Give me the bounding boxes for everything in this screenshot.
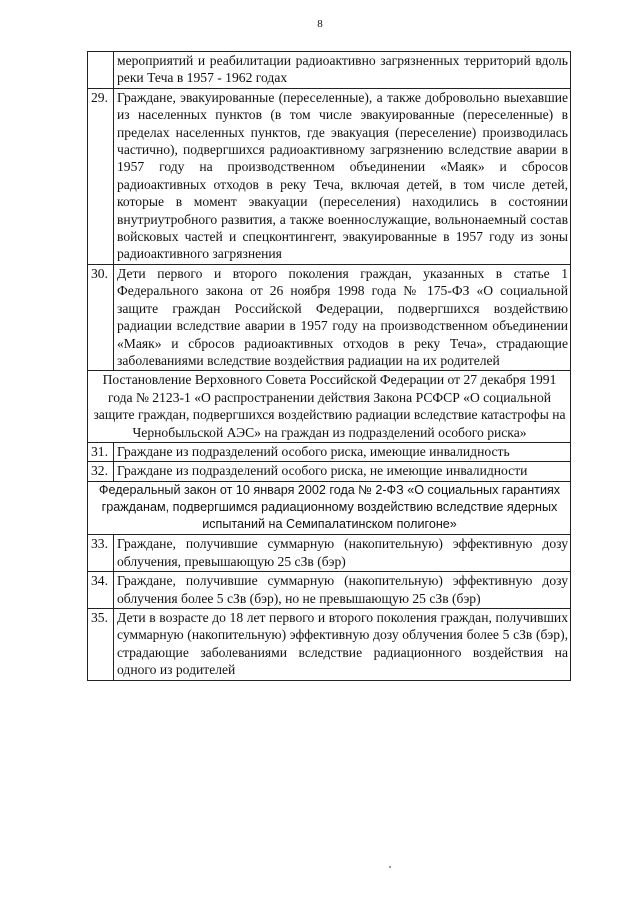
table-row xyxy=(88,264,571,370)
row-number xyxy=(88,52,114,89)
table-row xyxy=(88,442,571,461)
table-row xyxy=(88,572,571,609)
row-number: 31. xyxy=(88,442,114,461)
row-number: 33. xyxy=(88,535,114,572)
section-heading-row xyxy=(88,371,571,443)
table-row xyxy=(88,52,571,89)
section-heading: Федеральный закон от 10 января 2002 года № 2-ФЗ «О социальных гарантиях гражданам, подвергшимся радиационному воздействию вследствие ядерных испытаний на Семипалатинском полигоне» xyxy=(88,481,571,535)
document-table xyxy=(87,51,571,681)
row-number: 32. xyxy=(88,462,114,481)
row-text: мероприятий и реабилитации радиоактивно загрязненных территорий вдоль реки Теча в 1957 - 1962 годах xyxy=(114,52,571,89)
table-row xyxy=(88,535,571,572)
table-row xyxy=(88,462,571,481)
row-text: Граждане, получившие суммарную (накопительную) эффективную дозу облучения более 5 сЗв (бэр), но не превышающую 25 сЗв (бэр) xyxy=(114,572,571,609)
row-text: Граждане из подразделений особого риска, не имеющие инвалидности xyxy=(114,462,571,481)
row-number: 30. xyxy=(88,264,114,370)
row-text: Дети в возрасте до 18 лет первого и второго поколения граждан, получивших суммарную (накопительную) эффективную дозу облучения более 5 сЗв (бэр), страдающие заболеваниями вследствие радиационного воздействия на одного из родителей xyxy=(114,608,571,680)
page-number: 8 xyxy=(317,18,323,30)
table-row xyxy=(88,88,571,264)
row-number: 34. xyxy=(88,572,114,609)
row-text: Граждане, эвакуированные (переселенные), а также добровольно выехавшие из населенных пунктов (в том числе эвакуированные (переселенные) в пределах населенных пунктов, где эвакуация (переселение) производилась частично), подвергшихся радиоактивному загрязнению вследствие аварии в 1957 году на производственном объединении «Маяк» и сбросов радиоактивных отходов в реку Теча, включая детей, в том числе детей, которые в момент эвакуации (переселения) находились в состоянии внутриутробного развития, а также военнослужащие, вольнонаемный состав войсковых частей и спецконтингент, эвакуированные в 1957 году из зоны радиоактивного загрязнения xyxy=(114,88,571,264)
row-number: 29. xyxy=(88,88,114,264)
section-heading: Постановление Верховного Совета Российской Федерации от 27 декабря 1991 года № 2123-1 «О распространении действия Закона РСФСР «О социальной защите граждан, подвергшихся воздействию радиации вследствие катастрофы на Чернобыльской АЭС» на граждан из подразделений особого риска» xyxy=(88,371,571,443)
row-text: Граждане из подразделений особого риска, имеющие инвалидность xyxy=(114,442,571,461)
row-text: Дети первого и второго поколения граждан, указанных в статье 1 Федерального закона от 26 ноября 1998 года № 175-ФЗ «О социальной защите граждан Российской Федерации, подвергшихся воздействию радиации вследствие аварии в 1957 году на производственном объединении «Маяк» и сбросов радиоактивных отходов в реку Теча», страдающие заболеваниями вследствие воздействия радиации на их родителей xyxy=(114,264,571,370)
row-number: 35. xyxy=(88,608,114,680)
scan-speck xyxy=(389,866,391,868)
section-heading-row xyxy=(88,481,571,535)
row-text: Граждане, получившие суммарную (накопительную) эффективную дозу облучения, превышающую 25 сЗв (бэр) xyxy=(114,535,571,572)
table-row xyxy=(88,608,571,680)
